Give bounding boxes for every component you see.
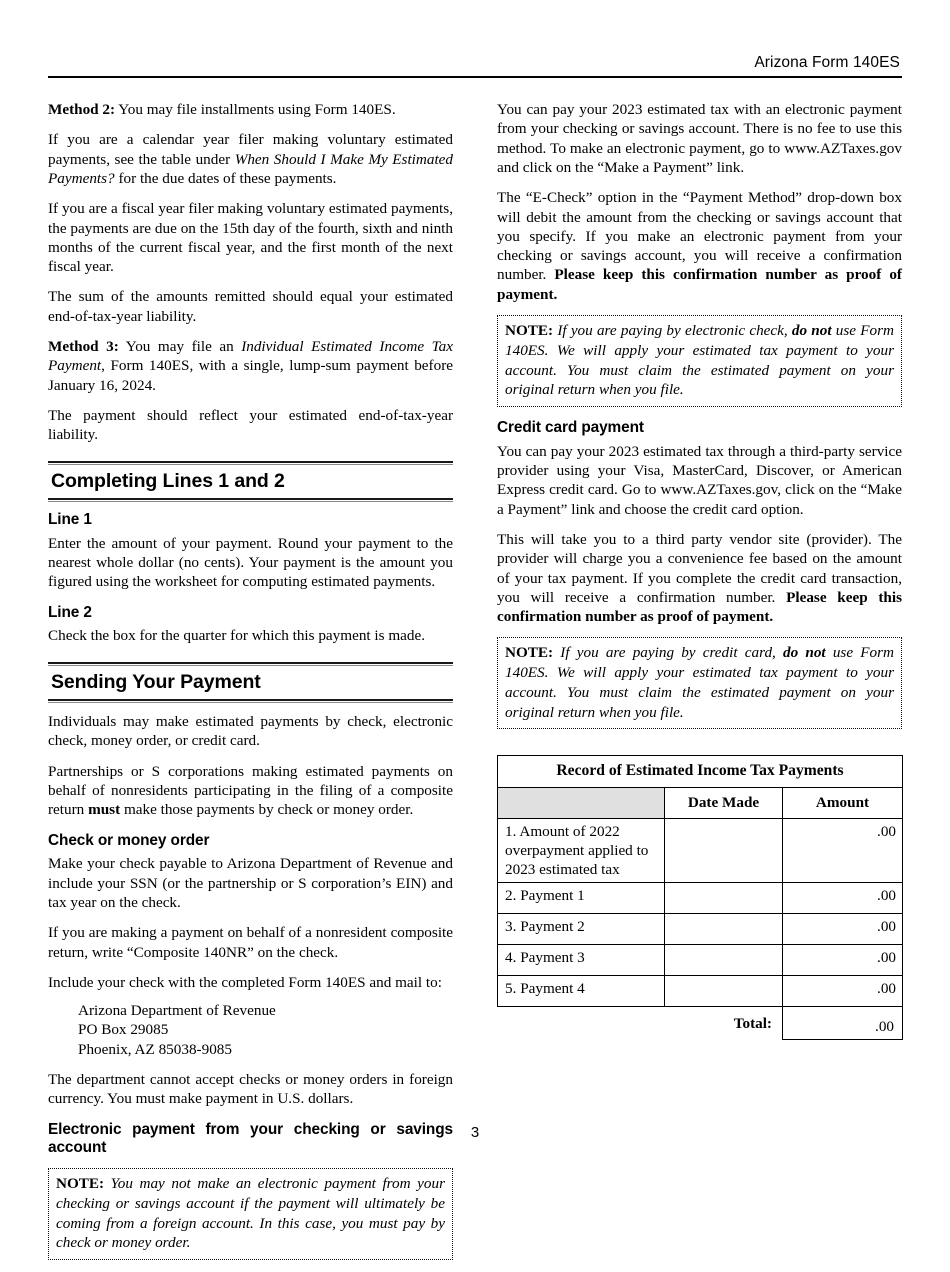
row-label-payment-1: 2. Payment 1: [498, 882, 665, 913]
note-box-electronic-check: [497, 315, 902, 407]
row-date-payment-1[interactable]: [665, 882, 783, 913]
row-date-overpayment[interactable]: [665, 818, 783, 882]
calendar-text-post: for the due dates of these payments.: [114, 169, 337, 187]
note-echeck-pre: If you are paying by electronic check,: [553, 322, 792, 340]
paragraph-line-1: Enter the amount of your payment. Round your payment to the nearest whole dollar (no cents). Your payment is the amount you figured using the worksheet for computing estimated payments.: [48, 534, 453, 591]
paragraph-foreign-currency: The department cannot accept checks or money orders in foreign currency. You must make payment in U.S. dollars.: [48, 1071, 453, 1108]
row-amount-overpayment[interactable]: .00: [783, 818, 903, 882]
row-amount-payment-4[interactable]: .00: [783, 975, 903, 1006]
total-amount[interactable]: .00: [783, 1006, 903, 1039]
section-rule-bottom: [48, 699, 453, 703]
note-box-electronic-payment: [48, 1168, 453, 1260]
calendar-text-pre: If you are a calendar year filer making voluntary estimated payments, see the table under: [48, 131, 453, 168]
column-header-blank: [498, 787, 665, 818]
table-total-row: [498, 1006, 903, 1039]
note-electronic-text: [56, 1174, 445, 1253]
paragraph-third-party-vendor: [497, 530, 902, 626]
paragraph-make-check-payable: Make your check payable to Arizona Department of Revenue and include your SSN (or the partnership or S corporation’s EIN) and tax year on the check.: [48, 855, 453, 911]
total-label: Total:: [733, 1014, 772, 1032]
method-2-label: Method 2:: [48, 101, 116, 119]
column-header-date-made: Date Made: [665, 787, 783, 818]
note-echeck-bold: do not: [791, 322, 832, 340]
table-header-row: [498, 787, 903, 818]
row-amount-payment-3[interactable]: .00: [783, 944, 903, 975]
partnerships-pre: Partnerships or S corporations making estimated payments on behalf of nonresidents participating in the filing of a composite return: [48, 762, 453, 819]
method-3-label: Method 3:: [48, 338, 119, 356]
note-label: NOTE:: [505, 644, 554, 662]
record-table-container: [497, 755, 902, 1039]
paragraph-electronic-payment-info: You can pay your 2023 estimated tax with an electronic payment from your checking or savings account. There is no fee to use this method. To make an electronic payment, go to www.AZTaxes.gov and click on the “Make a Payment” link.: [497, 101, 902, 176]
table-row: [498, 913, 903, 944]
subheading-check-or-money-order: Check or money order: [48, 831, 210, 849]
note-label: NOTE:: [505, 322, 554, 340]
partnerships-post: make those payments by check or money order.: [120, 801, 414, 819]
note-echeck-post: use Form 140ES. We will apply your estimated tax payment to your account. You must claim the estimated payment on your original return when you file.: [505, 322, 895, 399]
paragraph-composite-return: If you are making a payment on behalf of a nonresident composite return, write “Composite 140NR” on the check.: [48, 924, 453, 961]
column-header-amount: Amount: [783, 787, 903, 818]
address-line-3: Phoenix, AZ 85038-9085: [78, 1040, 232, 1058]
address-line-1: Arizona Department of Revenue: [78, 1002, 276, 1020]
note-credit-pre: If you are paying by credit card,: [553, 644, 784, 662]
table-title: Record of Estimated Income Tax Payments: [498, 756, 903, 787]
paragraph-method-3: [48, 337, 453, 395]
paragraph-method-2: [48, 100, 453, 119]
row-date-payment-4[interactable]: [665, 975, 783, 1006]
right-column: [497, 100, 902, 1272]
paragraph-partnerships: [48, 762, 453, 820]
paragraph-include-check: Include your check with the completed Form 140ES and mail to:: [48, 973, 442, 991]
note-box-credit-card: [497, 637, 902, 729]
method-3-post: , Form 140ES, with a single, lump-sum payment before January 16, 2024.: [48, 357, 453, 394]
address-line-2: PO Box 29085: [78, 1021, 169, 1039]
row-date-payment-3[interactable]: [665, 944, 783, 975]
total-row-spacer: [498, 1006, 665, 1039]
table-title-row: [498, 756, 903, 787]
section-rule-bottom: [48, 498, 453, 502]
echeck-pre: The “E-Check” option in the “Payment Method” drop-down box will debit the amount from the checking or savings account that you specify. If you make an electronic payment from your checking or savings account, you will receive a confirmation number.: [497, 189, 902, 284]
page-number: 3: [470, 1124, 480, 1141]
page-header: [48, 0, 902, 78]
page-footer: [0, 1124, 950, 1142]
two-column-body: [48, 100, 902, 1272]
row-date-payment-2[interactable]: [665, 913, 783, 944]
row-label-payment-3: 4. Payment 3: [498, 944, 665, 975]
table-row: [498, 882, 903, 913]
note-body: You may not make an electronic payment from your checking or savings account if the payment will ultimately be coming from a foreign account. In this case, you must pay by check or money order.: [56, 1175, 445, 1252]
echeck-bold: Please keep this confirmation number as proof of payment.: [497, 266, 902, 303]
table-row: [498, 818, 903, 882]
paragraph-line-2: Check the box for the quarter for which this payment is made.: [48, 627, 426, 645]
section-completing-lines: [48, 461, 453, 502]
note-credit-bold: do not: [783, 644, 826, 662]
subheading-line-1: Line 1: [48, 510, 92, 528]
section-heading-sending-payment: Sending Your Payment: [51, 670, 261, 693]
row-amount-payment-1[interactable]: .00: [783, 882, 903, 913]
paragraph-fiscal-year-filer: If you are a fiscal year filer making voluntary estimated payments, the payments are due on the 15th day of the fourth, sixth and ninth months of the current fiscal year, and the first month of the next fiscal year.: [48, 200, 453, 276]
paragraph-calendar-year-filer: [48, 130, 453, 188]
section-heading-completing-lines: Completing Lines 1 and 2: [51, 469, 285, 492]
note-label: NOTE:: [56, 1175, 105, 1193]
subheading-line-2: Line 2: [48, 603, 92, 621]
method-2-text: You may file installments using Form 140ES.: [115, 101, 396, 119]
note-credit-text: [505, 643, 894, 722]
paragraph-credit-card-info: You can pay your 2023 estimated tax through a third-party service provider using your Visa, MasterCard, Discover, or American Express credit card. Go to www.AZTaxes.gov, click on the “Make a Payment” link and choose the credit card option.: [497, 442, 902, 518]
paragraph-sum-remitted: The sum of the amounts remitted should equal your estimated end-of-tax-year liability.: [48, 288, 453, 325]
table-row: [498, 944, 903, 975]
paragraph-payment-reflect: The payment should reflect your estimated end-of-tax-year liability.: [48, 406, 453, 444]
row-label-payment-2: 3. Payment 2: [498, 913, 665, 944]
header-divider: [48, 76, 902, 78]
table-row: [498, 975, 903, 1006]
note-echeck-text: [505, 321, 894, 400]
partnerships-bold: must: [88, 801, 121, 819]
form-title: Arizona Form 140ES: [754, 54, 900, 71]
record-of-estimated-payments-table: [497, 755, 903, 1039]
paragraph-individuals-payment-methods: Individuals may make estimated payments by check, electronic check, money order, or credit card.: [48, 713, 453, 750]
mailing-address: [48, 1001, 453, 1059]
subheading-electronic-payment: Electronic payment from your checking or savings account: [48, 1120, 453, 1157]
method-3-pre: You may file an: [118, 338, 242, 356]
paragraph-echeck-option: [497, 188, 902, 304]
note-credit-post: use Form 140ES. We will apply your estimated tax payment to your account. You must claim the estimated payment on your original return when you file.: [505, 644, 894, 721]
section-sending-payment: [48, 662, 453, 703]
vendor-pre: This will take you to a third party vendor site (provider). The provider will charge you a convenience fee based on the amount of your tax payment. If you complete the credit card transaction, you will receive a confirmation number.: [497, 530, 902, 606]
calendar-text-italic: When Should I Make My Estimated Payments?: [48, 150, 454, 187]
row-label-overpayment: 1. Amount of 2022 overpayment applied to 2023 estimated tax: [498, 818, 665, 882]
row-label-payment-4: 5. Payment 4: [498, 975, 665, 1006]
left-column: [48, 100, 453, 1272]
subheading-credit-card-payment: Credit card payment: [497, 419, 644, 437]
vendor-bold: Please keep this confirmation number as proof of payment.: [497, 588, 902, 626]
row-amount-payment-2[interactable]: .00: [783, 913, 903, 944]
method-3-italic: Individual Estimated Income Tax Payment: [48, 338, 453, 375]
